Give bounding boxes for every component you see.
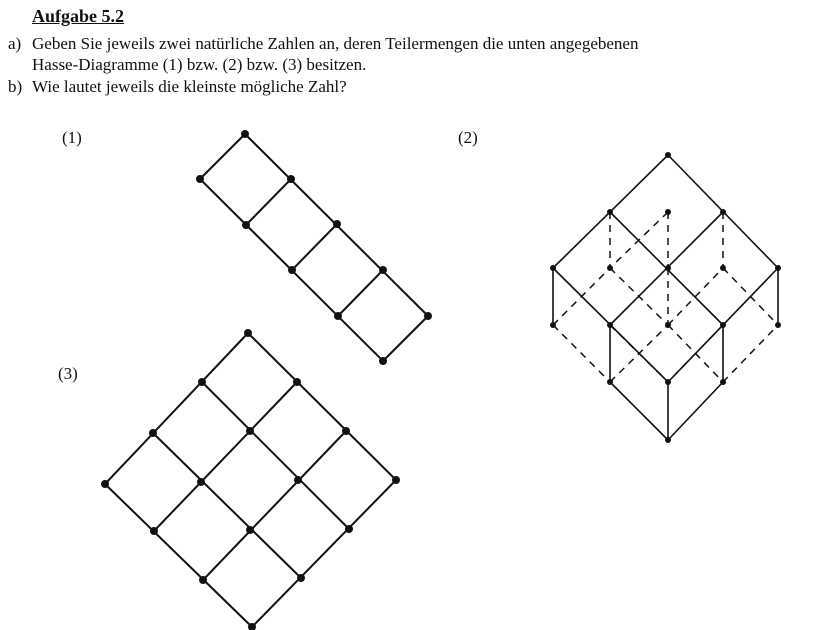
diagram-1-node — [196, 175, 204, 183]
diagram-2-node — [720, 209, 726, 215]
task-a-line-2: Hasse-Diagramme (1) bzw. (2) bzw. (3) besitzen. — [32, 55, 367, 74]
hasse-diagram-1 — [196, 130, 432, 365]
task-b-marker: b) — [8, 77, 23, 96]
diagram-3-node — [199, 576, 207, 584]
diagram-2-node — [665, 152, 671, 158]
diagram-1-node — [288, 266, 296, 274]
diagram-2-node — [550, 322, 556, 328]
diagram-2-node — [720, 322, 726, 328]
diagram-3-node — [244, 329, 252, 337]
diagram-3-node — [246, 427, 254, 435]
figure-3-label: (3) — [58, 364, 78, 383]
diagram-1-node — [424, 312, 432, 320]
diagram-2-node — [607, 379, 613, 385]
figure-2-label: (2) — [458, 128, 478, 147]
hasse-diagram-3 — [101, 329, 400, 630]
diagram-2-node — [775, 265, 781, 271]
figure-1-label: (1) — [62, 128, 82, 147]
diagram-1-edge — [292, 224, 337, 270]
diagram-2-node — [550, 265, 556, 271]
diagram-2-edge — [668, 382, 723, 440]
diagram-3-node — [101, 480, 109, 488]
diagram-3-edge — [252, 480, 396, 627]
diagram-1-node — [241, 130, 249, 138]
diagram-3-node — [149, 429, 157, 437]
diagram-3-node — [294, 476, 302, 484]
diagram-2-node — [720, 265, 726, 271]
diagram-1-edge — [246, 179, 291, 225]
exercise-title: Aufgabe 5.2 — [32, 6, 125, 26]
diagram-3-edge — [248, 333, 396, 480]
diagram-3-node — [197, 478, 205, 486]
diagram-1-node — [379, 357, 387, 365]
diagram-3-node — [246, 526, 254, 534]
diagram-1-node — [287, 175, 295, 183]
diagram-2-hidden-edge — [723, 325, 778, 382]
diagram-1-edge — [338, 270, 383, 316]
diagram-3-edge — [105, 333, 248, 484]
diagram-3-node — [293, 378, 301, 386]
diagram-1-node — [379, 266, 387, 274]
task-a-marker: a) — [8, 34, 22, 53]
diagram-1-node — [242, 221, 250, 229]
diagram-2-node — [607, 265, 613, 271]
diagram-3-node — [150, 527, 158, 535]
task-b-line-1: Wie lautet jeweils die kleinste mögliche Zahl? — [32, 77, 347, 96]
diagram-2-node — [665, 265, 671, 271]
diagram-3-node — [198, 378, 206, 386]
diagram-2-node — [665, 209, 671, 215]
diagram-2-node — [607, 209, 613, 215]
diagram-2-node — [665, 379, 671, 385]
diagram-2-node — [720, 379, 726, 385]
diagram-1-node — [334, 312, 342, 320]
diagram-1-edge — [200, 134, 245, 179]
diagram-1-edge — [383, 316, 428, 361]
diagram-2-node — [775, 322, 781, 328]
diagram-2-node — [665, 322, 671, 328]
diagram-3-node — [345, 525, 353, 533]
diagram-3-node — [342, 427, 350, 435]
diagram-2-hidden-edge — [553, 325, 610, 382]
diagram-2-edge — [610, 382, 668, 440]
diagram-3-node — [297, 574, 305, 582]
hasse-diagram-2 — [550, 152, 781, 443]
diagram-2-node — [607, 322, 613, 328]
diagram-3-node — [392, 476, 400, 484]
diagram-1-node — [333, 220, 341, 228]
diagram-2-node — [665, 437, 671, 443]
task-a-line-1: Geben Sie jeweils zwei natürliche Zahlen an, deren Teilermengen die unten angegebenen — [32, 34, 639, 53]
